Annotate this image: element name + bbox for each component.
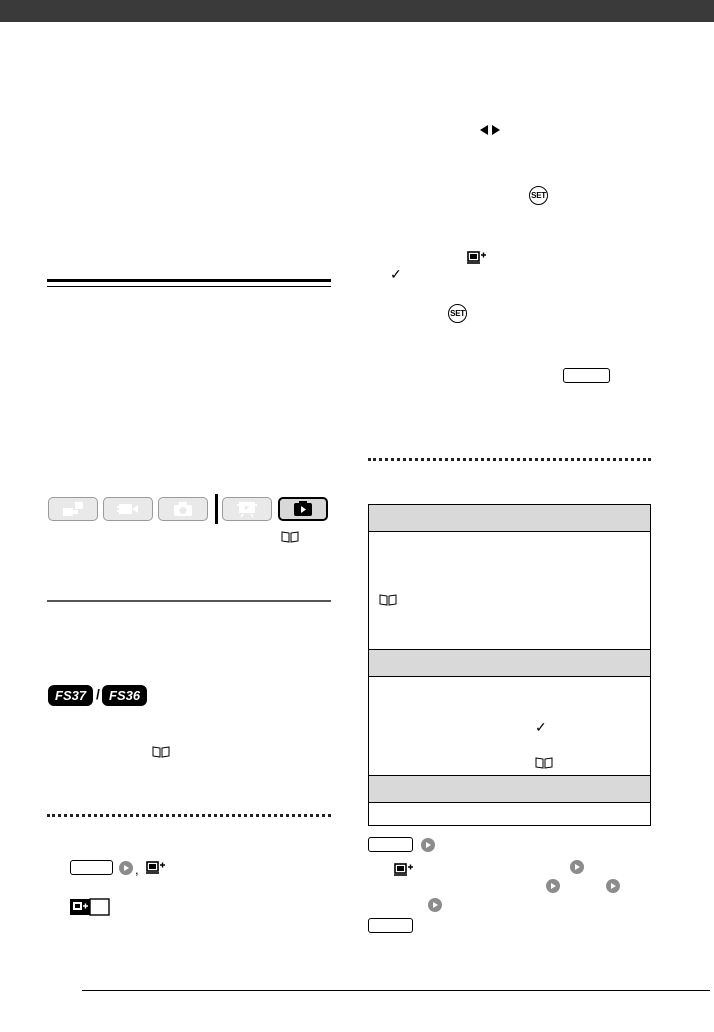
comma-separator: , bbox=[135, 862, 139, 877]
header-bar bbox=[0, 0, 714, 22]
movie-camera-mode-button[interactable] bbox=[103, 497, 153, 521]
func-button-icon bbox=[563, 368, 610, 383]
checkmark-icon: ✓ bbox=[390, 266, 402, 282]
table-line bbox=[369, 676, 650, 677]
left-right-arrows-icon bbox=[479, 124, 501, 136]
section-rule-thick bbox=[47, 279, 331, 282]
movie-camera-mode-icon bbox=[115, 500, 141, 518]
next-arrow-icon bbox=[606, 879, 620, 893]
mode-separator bbox=[215, 494, 218, 524]
photo-camera-mode-icon bbox=[170, 500, 196, 518]
section-rule-thin bbox=[47, 286, 331, 287]
checkmark-icon: ✓ bbox=[535, 719, 547, 735]
badge-separator: / bbox=[96, 686, 100, 702]
next-arrow-icon bbox=[421, 838, 435, 852]
book-reference-icon bbox=[281, 531, 299, 543]
auto-camera-mode-icon bbox=[60, 500, 86, 518]
table-line bbox=[369, 531, 650, 532]
photo-playback-mode-button[interactable] bbox=[278, 497, 328, 521]
next-arrow-icon bbox=[428, 898, 442, 912]
func-button-icon bbox=[368, 918, 413, 933]
movie-playback-mode-button[interactable] bbox=[222, 497, 272, 521]
next-arrow-icon bbox=[119, 861, 133, 875]
dotted-divider-right bbox=[368, 458, 651, 461]
photo-camera-mode-button[interactable] bbox=[158, 497, 208, 521]
movie-playback-mode-icon bbox=[234, 500, 260, 518]
photo-playback-mode-icon bbox=[290, 500, 316, 518]
set-button-icon: SET bbox=[448, 304, 467, 323]
next-arrow-icon bbox=[546, 879, 560, 893]
set-button-icon: SET bbox=[529, 186, 548, 205]
dotted-divider-left bbox=[47, 814, 331, 817]
table-header-1 bbox=[369, 505, 650, 531]
model-badge-fs37: FS37 bbox=[49, 686, 92, 705]
book-reference-icon bbox=[152, 746, 170, 758]
table-line bbox=[369, 802, 650, 803]
print-order-icon bbox=[146, 859, 168, 875]
print-order-icon bbox=[394, 861, 416, 877]
footer-rule bbox=[82, 990, 710, 991]
print-order-mark-icon bbox=[70, 898, 110, 916]
print-order-icon bbox=[467, 249, 489, 265]
func-button-icon bbox=[70, 860, 113, 875]
table-header-2 bbox=[369, 650, 650, 676]
auto-camera-mode-button[interactable] bbox=[48, 497, 98, 521]
next-arrow-icon bbox=[570, 860, 584, 874]
subsection-rule bbox=[47, 600, 331, 602]
func-button-icon bbox=[368, 837, 413, 852]
model-badge-fs36: FS36 bbox=[103, 686, 146, 705]
table-header-3 bbox=[369, 776, 650, 802]
